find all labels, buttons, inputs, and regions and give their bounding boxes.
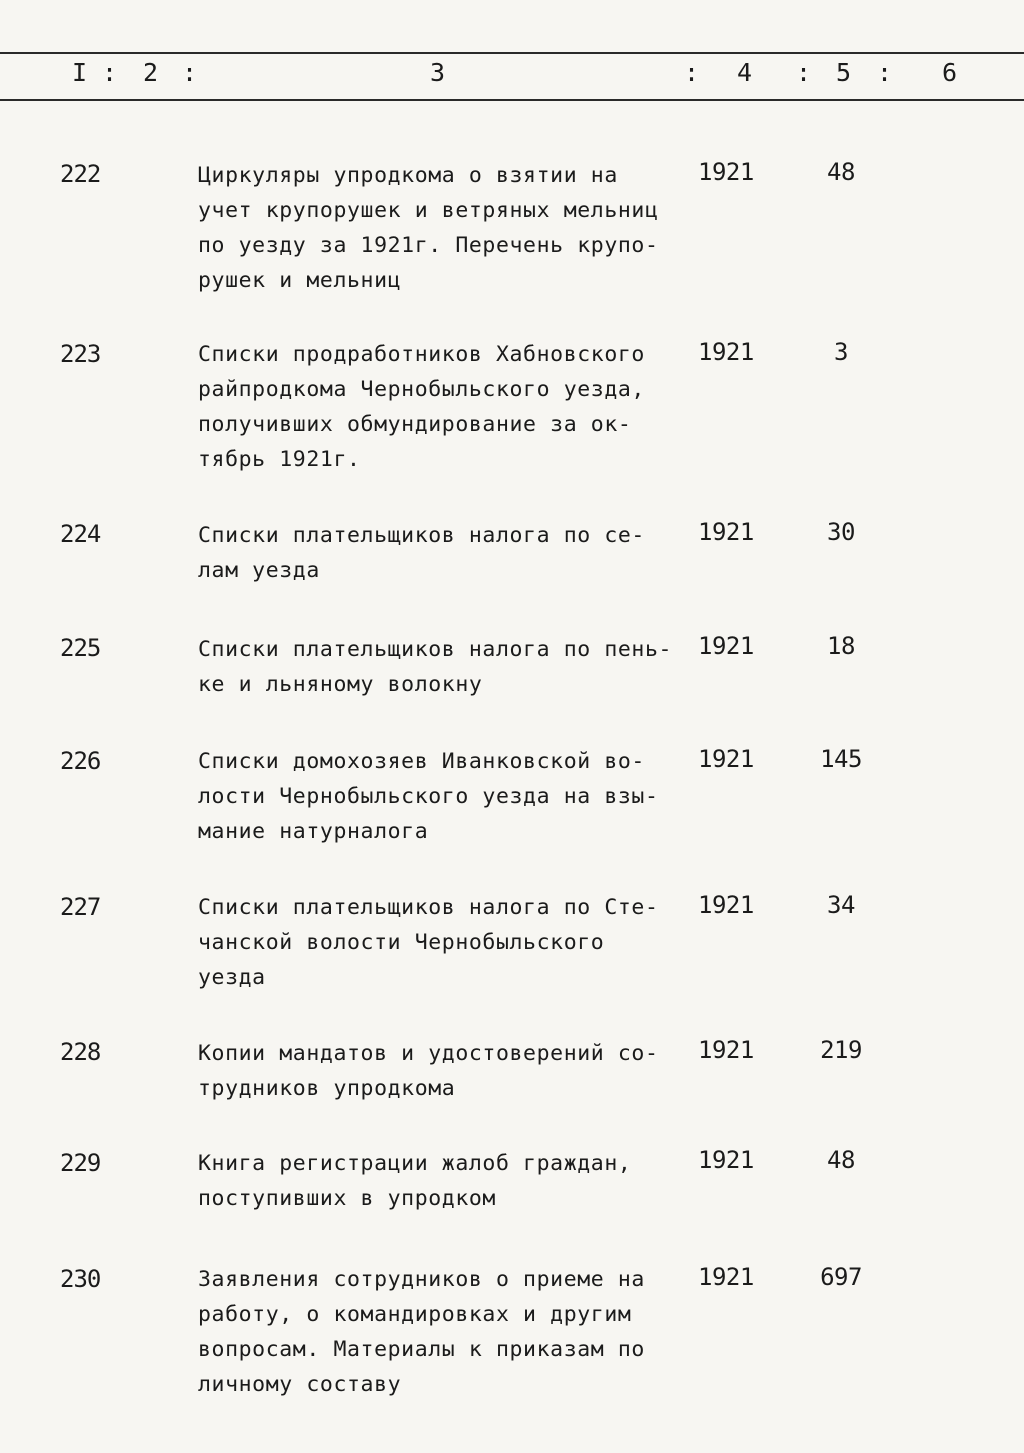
column-separator: : bbox=[796, 58, 812, 87]
item-description bbox=[198, 1262, 688, 1402]
item-number: 225 bbox=[60, 634, 101, 662]
item-sheet-count: 48 bbox=[827, 158, 855, 186]
description-line: трудников упродкома bbox=[198, 1076, 456, 1101]
description-line: уезда bbox=[198, 965, 266, 990]
item-year: 1921 bbox=[698, 745, 754, 773]
description-line: лам уезда bbox=[198, 558, 320, 583]
column-separator: : bbox=[102, 58, 118, 87]
item-sheet-count: 3 bbox=[834, 338, 848, 366]
column-header-5: 5 bbox=[836, 58, 852, 87]
description-line: мание натурналога bbox=[198, 819, 429, 844]
description-line: райпродкома Чернобыльского уезда, bbox=[198, 377, 645, 402]
description-line: рушек и мельниц bbox=[198, 268, 402, 293]
description-line: работу, о командировках и другим bbox=[198, 1302, 632, 1327]
description-line: Книга регистрации жалоб граждан, bbox=[198, 1151, 632, 1176]
description-line: Копии мандатов и удостоверений со- bbox=[198, 1041, 659, 1066]
description-line: Списки плательщиков налога по пень- bbox=[198, 637, 673, 662]
description-line: Списки плательщиков налога по се- bbox=[198, 523, 645, 548]
item-sheet-count: 219 bbox=[820, 1036, 862, 1064]
column-header-4: 4 bbox=[737, 58, 753, 87]
item-description bbox=[198, 890, 688, 995]
item-description bbox=[198, 1036, 688, 1106]
description-line: ке и льняному волокну bbox=[198, 672, 483, 697]
item-number: 230 bbox=[60, 1265, 101, 1293]
item-number: 226 bbox=[60, 747, 101, 775]
item-year: 1921 bbox=[698, 158, 754, 186]
item-description bbox=[198, 1146, 688, 1216]
description-line: чанской волости Чернобыльского bbox=[198, 930, 605, 955]
column-header-6: 6 bbox=[942, 58, 958, 87]
item-description bbox=[198, 632, 688, 702]
description-line: учет крупорушек и ветряных мельниц bbox=[198, 198, 659, 223]
description-line: по уезду за 1921г. Перечень крупо- bbox=[198, 233, 659, 258]
description-line: Списки домохозяев Иванковской во- bbox=[198, 749, 645, 774]
item-number: 229 bbox=[60, 1149, 101, 1177]
item-number: 228 bbox=[60, 1038, 101, 1066]
description-line: лости Чернобыльского уезда на взы- bbox=[198, 784, 659, 809]
header-bottom-rule bbox=[0, 99, 1024, 101]
item-year: 1921 bbox=[698, 1036, 754, 1064]
column-header-3: 3 bbox=[430, 58, 446, 87]
item-description bbox=[198, 744, 688, 849]
column-separator: : bbox=[182, 58, 198, 87]
item-description bbox=[198, 337, 688, 477]
description-line: поступивших в упродком bbox=[198, 1186, 496, 1211]
description-line: Списки продработников Хабновского bbox=[198, 342, 645, 367]
item-year: 1921 bbox=[698, 632, 754, 660]
item-number: 224 bbox=[60, 520, 101, 548]
header-top-rule bbox=[0, 52, 1024, 54]
item-number: 223 bbox=[60, 340, 101, 368]
item-sheet-count: 34 bbox=[827, 891, 855, 919]
item-number: 222 bbox=[60, 160, 101, 188]
item-year: 1921 bbox=[698, 518, 754, 546]
item-year: 1921 bbox=[698, 338, 754, 366]
item-sheet-count: 48 bbox=[827, 1146, 855, 1174]
column-separator: : bbox=[684, 58, 700, 87]
item-description bbox=[198, 158, 688, 298]
description-line: вопросам. Материалы к приказам по bbox=[198, 1337, 645, 1362]
column-separator: : bbox=[877, 58, 893, 87]
item-description bbox=[198, 518, 688, 588]
description-line: тябрь 1921г. bbox=[198, 447, 361, 472]
item-sheet-count: 145 bbox=[820, 745, 862, 773]
item-number: 227 bbox=[60, 893, 101, 921]
item-sheet-count: 18 bbox=[827, 632, 855, 660]
column-header-1: I bbox=[72, 58, 88, 87]
description-line: личному составу bbox=[198, 1372, 402, 1397]
description-line: Циркуляры упродкома о взятии на bbox=[198, 163, 618, 188]
item-sheet-count: 697 bbox=[820, 1263, 862, 1291]
description-line: Заявления сотрудников о приеме на bbox=[198, 1267, 645, 1292]
item-year: 1921 bbox=[698, 1263, 754, 1291]
item-sheet-count: 30 bbox=[827, 518, 855, 546]
column-header-2: 2 bbox=[143, 58, 159, 87]
item-year: 1921 bbox=[698, 1146, 754, 1174]
description-line: получивших обмундирование за ок- bbox=[198, 412, 632, 437]
item-year: 1921 bbox=[698, 891, 754, 919]
description-line: Списки плательщиков налога по Сте- bbox=[198, 895, 659, 920]
